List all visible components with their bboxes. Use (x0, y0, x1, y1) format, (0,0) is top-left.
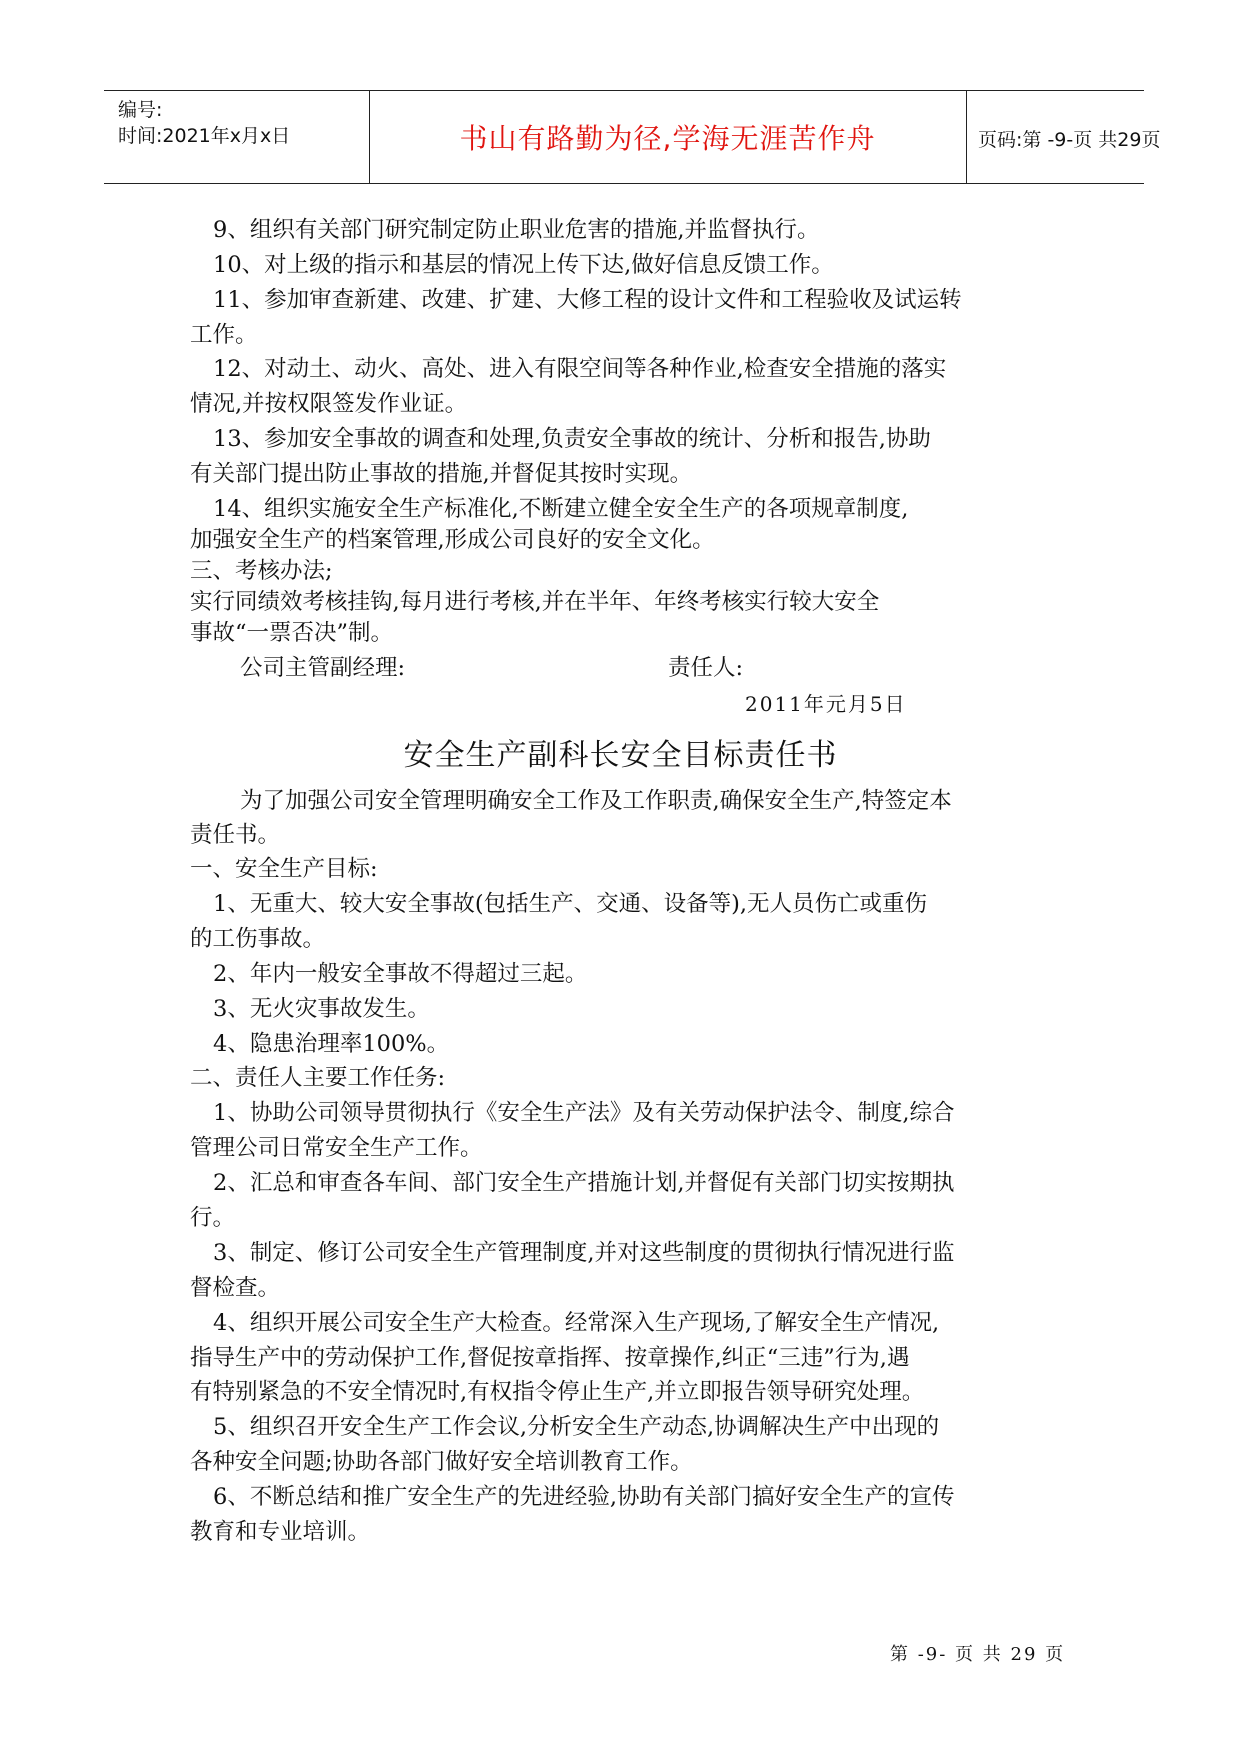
document-title: 安全生产副科长安全目标责任书 (403, 738, 838, 773)
text-line: 责任书。 (190, 822, 281, 848)
section-heading: 一、安全生产目标: (190, 856, 378, 882)
signature-date: 2011年元月5日 (745, 692, 907, 716)
text-line: 4、组织开展公司安全生产大检查。经常深入生产现场,了解安全生产情况, (213, 1310, 940, 1336)
text-line: 3、无火灾事故发生。 (213, 996, 430, 1022)
section-heading: 二、责任人主要工作任务: (190, 1065, 446, 1091)
text-line: 2、年内一般安全事故不得超过三起。 (213, 961, 588, 987)
signature-left: 公司主管副经理: (240, 655, 406, 681)
text-line: 12、对动土、动火、高处、进入有限空间等各种作业,检查安全措施的落实 (213, 356, 947, 382)
text-line: 的工伤事故。 (190, 926, 326, 952)
header-motto-cell (369, 91, 967, 183)
text-line: 为了加强公司安全管理明确安全工作及工作职责,确保安全生产,特签定本 (240, 788, 952, 814)
text-line: 各种安全问题;协助各部门做好安全培训教育工作。 (190, 1449, 693, 1475)
text-line: 教育和专业培训。 (190, 1519, 371, 1545)
text-line: 1、无重大、较大安全事故(包括生产、交通、设备等),无人员伤亡或重伤 (213, 891, 928, 917)
text-line: 加强安全生产的档案管理,形成公司良好的安全文化。 (190, 527, 715, 553)
text-line: 2、汇总和审查各车间、部门安全生产措施计划,并督促有关部门切实按期执 (213, 1170, 955, 1196)
signature-right: 责任人: (668, 655, 744, 681)
text-line: 工作。 (190, 322, 258, 348)
text-line: 4、隐患治理率100%。 (213, 1031, 450, 1057)
text-line: 管理公司日常安全生产工作。 (190, 1135, 483, 1161)
text-line: 实行同绩效考核挂钩,每月进行考核,并在半年、年终考核实行较大安全 (190, 589, 880, 615)
page-header (104, 90, 1161, 184)
text-line: 事故“一票否决”制。 (190, 620, 394, 646)
time-label: 时间:2021年x月x日 (118, 125, 291, 147)
text-line: 14、组织实施安全生产标准化,不断建立健全安全生产的各项规章制度, (213, 496, 909, 522)
text-line: 9、组织有关部门研究制定防止职业危害的措施,并监督执行。 (213, 217, 820, 243)
motto: 书山有路勤为径,学海无涯苦作舟 (459, 122, 876, 155)
header-info-cell (104, 91, 370, 183)
text-line: 1、协助公司领导贯彻执行《安全生产法》及有关劳动保护法令、制度,综合 (213, 1100, 955, 1126)
serial-label: 编号: (118, 99, 163, 121)
page-code: 页码:第 -9-页 共29页 (978, 129, 1161, 151)
text-line: 3、制定、修订公司安全生产管理制度,并对这些制度的贯彻执行情况进行监 (213, 1240, 955, 1266)
section-heading: 三、考核办法; (190, 558, 333, 584)
text-line: 6、不断总结和推广安全生产的先进经验,协助有关部门搞好安全生产的宣传 (213, 1484, 955, 1510)
text-line: 10、对上级的指示和基层的情况上传下达,做好信息反馈工作。 (213, 252, 834, 278)
text-line: 有特别紧急的不安全情况时,有权指令停止生产,并立即报告领导研究处理。 (190, 1379, 925, 1405)
text-line: 督检查。 (190, 1275, 281, 1301)
text-line: 13、参加安全事故的调查和处理,负责安全事故的统计、分析和报告,协助 (213, 426, 931, 452)
text-line: 有关部门提出防止事故的措施,并督促其按时实现。 (190, 461, 693, 487)
text-line: 情况,并按权限签发作业证。 (190, 391, 468, 417)
text-line: 11、参加审查新建、改建、扩建、大修工程的设计文件和工程验收及试运转 (213, 287, 962, 313)
header-page-cell (966, 91, 1161, 183)
text-line: 5、组织召开安全生产工作会议,分析安全生产动态,协调解决生产中出现的 (213, 1414, 940, 1440)
page-footer: 第 -9- 页 共 29 页 (890, 1644, 1066, 1665)
text-line: 行。 (190, 1205, 236, 1231)
text-line: 指导生产中的劳动保护工作,督促按章指挥、按章操作,纠正“三违”行为,遇 (190, 1345, 910, 1371)
